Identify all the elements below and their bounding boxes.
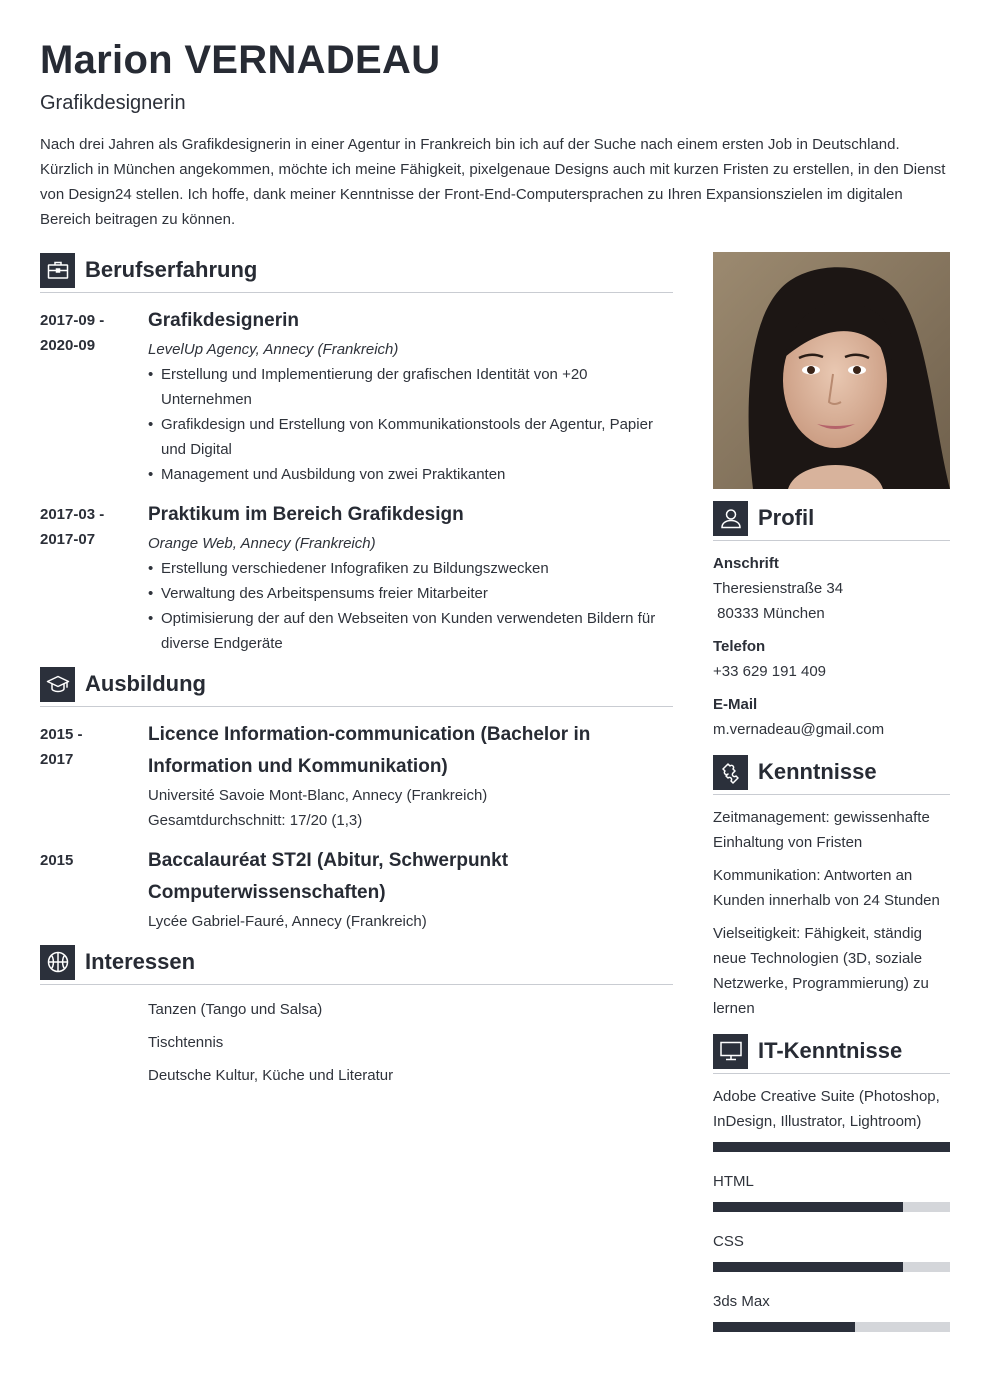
entry-date <box>40 308 148 487</box>
graduation-cap-icon <box>40 667 75 702</box>
entry-body <box>148 502 673 656</box>
interests-heading: Interessen <box>85 949 196 974</box>
education-heading: Ausbildung <box>85 671 206 696</box>
summary-text: Nach drei Jahren als Grafikdesignerin in einer Agentur in Frankreich bin ich auf der Suche nach einem ersten Job in Deutschland. Kürzlich in München angekommen, möchte ich meine Fähigkeit, pixelgenaue Designs auch mit kurzen Fristen zu erstellen, in den Dienst von Design24 stellen. Ich hoffe, dank meiner Kenntnisse der Front-End-Computersprachen zu Ihren Expansionszielen im digitalen Bereich beitragen zu können. <box>40 136 946 228</box>
skills-heading: Kenntnisse <box>758 759 877 784</box>
entry-title: Praktikum im Bereich Grafikdesign <box>148 504 464 525</box>
bullet-item: • Erstellung und Implementierung der grafischen Identität von +20 Unternehmen <box>148 362 673 412</box>
profile-heading: Profil <box>758 505 815 530</box>
it-skill-label: CSS <box>713 1233 744 1250</box>
bullet-item: • Erstellung verschiedener Infografiken zu Bildungszwecken <box>148 556 673 581</box>
phone-value: +33 629 191 409 <box>713 663 827 680</box>
interests-list <box>40 997 673 1088</box>
entry-note: Gesamtdurchschnitt: 17/20 (1,3) <box>148 812 363 829</box>
it-skills-section-header <box>713 1033 950 1074</box>
phone-label: Telefon <box>713 638 766 655</box>
entry-company: Orange Web, Annecy (Frankreich) <box>148 535 376 552</box>
profile-section-header <box>713 500 950 541</box>
skill-item: Kommunikation: Antworten an Kunden innerhalb von 24 Stunden <box>713 867 940 909</box>
it-skill-bar-fill <box>713 1202 903 1212</box>
profile-photo <box>713 252 950 489</box>
it-skill-label: HTML <box>713 1173 754 1190</box>
email-label: E-Mail <box>713 696 758 713</box>
it-skill-bar-fill <box>713 1322 855 1332</box>
entry-date-text: 2017-09 - 2020-09 <box>40 312 105 354</box>
experience-entry <box>40 308 673 487</box>
education-entry <box>40 848 673 934</box>
entry-date <box>40 848 148 934</box>
entry-date-text: 2015 - 2017 <box>40 726 83 768</box>
user-icon <box>713 501 748 536</box>
address-label: Anschrift <box>713 555 779 572</box>
entry-school: Lycée Gabriel-Fauré, Annecy (Frankreich) <box>148 913 427 930</box>
it-skill-item <box>713 1229 950 1272</box>
it-skill-item <box>713 1084 950 1152</box>
entry-date-text: 2015 <box>40 852 74 869</box>
bullet-item: • Verwaltung des Arbeitspensums freier Mitarbeiter <box>148 581 673 606</box>
experience-heading: Berufserfahrung <box>85 257 258 282</box>
it-skill-bar <box>713 1142 950 1152</box>
basketball-icon <box>40 945 75 980</box>
education-entry <box>40 722 673 833</box>
bullet-item: • Grafikdesign und Erstellung von Kommunikationstools der Agentur, Papier und Digital <box>148 412 673 462</box>
it-skill-bar-fill <box>713 1262 903 1272</box>
briefcase-icon <box>40 253 75 288</box>
it-skill-bar <box>713 1322 950 1332</box>
entry-date <box>40 502 148 656</box>
entry-date <box>40 722 148 833</box>
entry-bullets <box>148 556 673 656</box>
it-skill-item <box>713 1289 950 1332</box>
bullet-item: • Management und Ausbildung von zwei Praktikanten <box>148 462 673 487</box>
it-skill-bar <box>713 1202 950 1212</box>
skills-section-header <box>713 754 950 795</box>
right-column <box>713 252 950 1349</box>
education-section-header <box>40 666 673 707</box>
it-skills-list <box>713 1084 950 1332</box>
interest-item: Deutsche Kultur, Küche und Literatur <box>148 1067 394 1084</box>
it-skill-label: Adobe Creative Suite (Photoshop, InDesign, Illustrator, Lightroom) <box>713 1088 940 1130</box>
entry-bullets <box>148 362 673 487</box>
entry-title: Baccalauréat ST2I (Abitur, Schwerpunkt Computerwissenschaften) <box>148 850 509 903</box>
candidate-title: Grafikdesignerin <box>40 92 186 114</box>
experience-entry <box>40 502 673 656</box>
it-skill-label: 3ds Max <box>713 1293 770 1310</box>
skills-list <box>713 805 950 1021</box>
puzzle-icon <box>713 755 748 790</box>
entry-body <box>148 308 673 487</box>
entry-date-text: 2017-03 - 2017-07 <box>40 506 105 548</box>
address-line1: Theresienstraße 34 <box>713 580 844 597</box>
address-line2: 80333 München <box>713 605 825 622</box>
it-skill-bar-fill <box>713 1142 950 1152</box>
entry-body <box>148 722 673 833</box>
it-skills-heading: IT-Kenntnisse <box>758 1038 903 1063</box>
skill-item: Vielseitigkeit: Fähigkeit, ständig neue Technologien (3D, soziale Netzwerke, Programmierung) zu lernen <box>713 925 929 1017</box>
interests-section-header <box>40 944 673 985</box>
interest-item: Tischtennis <box>148 1034 224 1051</box>
experience-section-header <box>40 252 673 293</box>
candidate-name: Marion VERNADEAU <box>40 38 441 82</box>
interest-item: Tanzen (Tango und Salsa) <box>148 1001 323 1018</box>
it-skill-item <box>713 1169 950 1212</box>
email-value: m.vernadeau@gmail.com <box>713 721 885 738</box>
left-column <box>40 252 673 1088</box>
entry-company: LevelUp Agency, Annecy (Frankreich) <box>148 341 399 358</box>
entry-body <box>148 848 673 934</box>
entry-school: Université Savoie Mont-Blanc, Annecy (Frankreich) <box>148 787 488 804</box>
skill-item: Zeitmanagement: gewissenhafte Einhaltung von Fristen <box>713 809 930 851</box>
it-skill-bar <box>713 1262 950 1272</box>
entry-title: Licence Information-communication (Bachelor in Information und Kommunikation) <box>148 724 591 777</box>
monitor-icon <box>713 1034 748 1069</box>
entry-title: Grafikdesignerin <box>148 310 299 331</box>
bullet-item: • Optimisierung der auf den Webseiten von Kunden verwendeten Bildern für diverse Endgeräte <box>148 606 673 656</box>
